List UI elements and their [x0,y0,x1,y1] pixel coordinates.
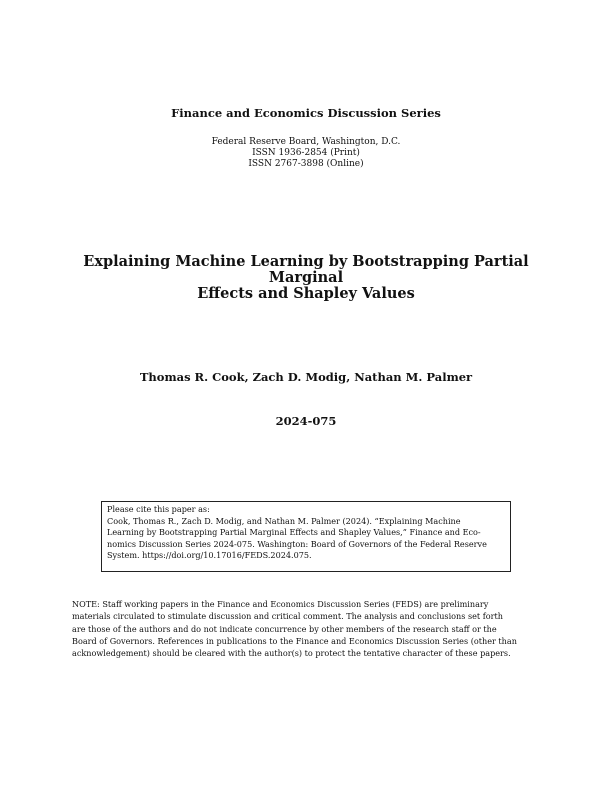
citation-line-5: System. https://doi.org/10.17016/FEDS.2024.075. [107,550,312,560]
publisher-info [0,137,612,170]
citation-line-2: Cook, Thomas R., Zach D. Modig, and Nathan M. Palmer (2024). “Explaining Machine [107,515,461,526]
paper-title-line-2: Effects and Shapley Values [197,285,415,302]
publisher-location: Federal Reserve Board, Washington, D.C. [211,137,401,147]
note-line-2: materials circulated to stimulate discussion and critical comment. The analysis and conclusions set forth [72,611,503,622]
note-line-1: NOTE: Staff working papers in the Finance and Economics Discussion Series (FEDS) are preliminary [72,599,489,609]
note-line-5: acknowledgement) should be cleared with the author(s) to protect the tentative character of these papers. [72,648,511,659]
citation-line-4: nomics Discussion Series 2024-075. Washington: Board of Governors of the Federal Reserve [107,538,487,549]
paper-title [60,254,552,302]
issn-online: ISSN 2767-3898 (Online) [248,159,364,169]
issn-print: ISSN 1936-2854 (Print) [252,148,360,158]
paper-number: 2024-075 [275,414,337,428]
series-title: Finance and Economics Discussion Series [171,106,441,120]
note-line-4: Board of Governors. References in publications to the Finance and Economics Discussion Series (other than [72,635,517,646]
citation-line-1: Please cite this paper as: [107,504,210,514]
paper-authors: Thomas R. Cook, Zach D. Modig, Nathan M. Palmer [139,370,473,384]
note-line-3: are those of the authors and do not indicate concurrence by other members of the research staff or the [72,623,497,634]
citation-box [101,501,511,572]
paper-title-line-1: Explaining Machine Learning by Bootstrapping Partial Marginal [83,253,529,286]
citation-line-3: Learning by Bootstrapping Partial Marginal Effects and Shapley Values,” Finance and Eco- [107,527,481,537]
staff-note [72,598,544,659]
